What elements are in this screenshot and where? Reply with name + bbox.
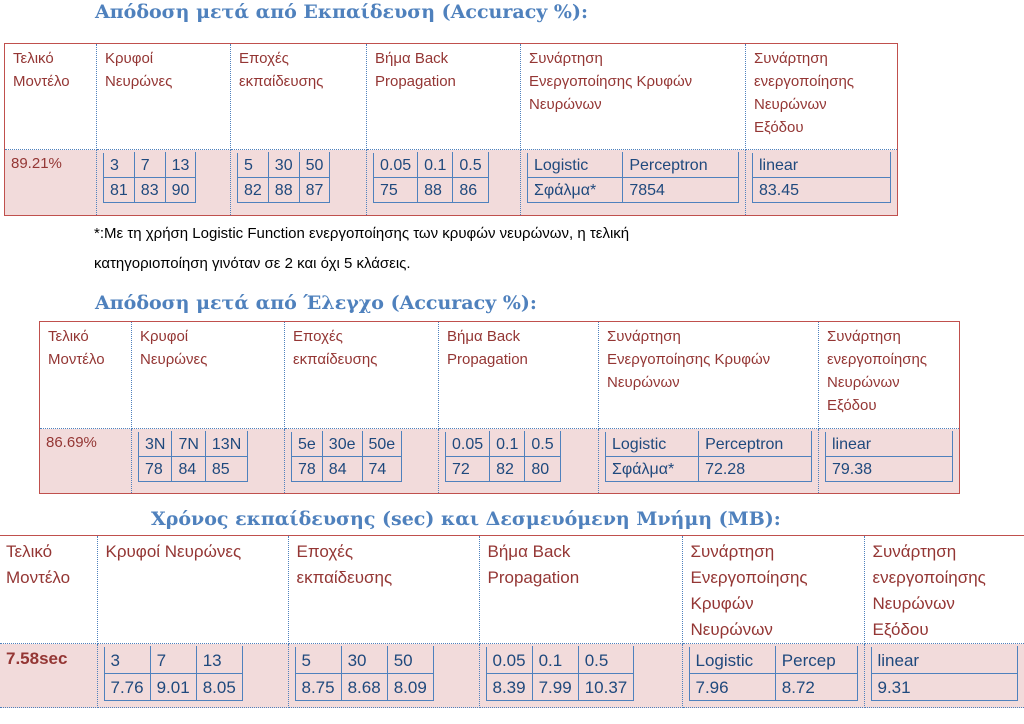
label-cell: 50 (387, 647, 433, 674)
value-cell: 9.31 (871, 674, 1018, 701)
header-row (0, 536, 1024, 644)
output-activation-subtable (825, 431, 953, 482)
value-cell: 7.96 (689, 674, 775, 701)
label-cell: 0.1 (490, 432, 525, 457)
label-cell: 30 (268, 153, 299, 178)
value-cell: 8.72 (775, 674, 857, 701)
hidden-neurons-header: Κρυφοί Νευρώνες (97, 44, 231, 150)
hidden-neurons-cell (97, 150, 231, 216)
header-row (40, 322, 960, 429)
footnote: *:Με τη χρήση Logistic Function ενεργοποίησης των κρυφών νευρώνων, η τελική κατηγοριοποίηση γινόταν σε 2 και όχι 5 κλάσεις. (94, 225, 630, 272)
label-cell: Perceptron (623, 153, 739, 178)
label-cell: 50 (299, 153, 330, 178)
hidden-neurons-subtable (104, 646, 243, 701)
label-cell: Perceptron (699, 432, 812, 457)
label-cell: 0.5 (578, 647, 634, 674)
value-cell: 79.38 (826, 457, 953, 482)
hidden-neurons-subtable (103, 152, 196, 203)
value-cell: 8.68 (341, 674, 387, 701)
label-cell: 3 (104, 153, 135, 178)
bp-step-header: Βήμα Back Propagation (479, 536, 682, 644)
label-cell: 30 (341, 647, 387, 674)
value-cell: 88 (418, 178, 453, 203)
time-memory-table (0, 535, 1024, 708)
value-cell: 8.05 (196, 674, 242, 701)
label-cell: 0.5 (453, 153, 488, 178)
hidden-activation-cell (599, 429, 819, 494)
epochs-subtable (237, 152, 330, 203)
values-row (5, 150, 898, 216)
value-cell: 75 (374, 178, 418, 203)
output-activation-subtable (752, 152, 891, 203)
label-cell: linear (753, 153, 891, 178)
epochs-subtable (291, 431, 402, 482)
hidden-activation-subtable (527, 152, 739, 203)
table2-title: Απόδοση μετά από Έλεγχο (Accuracy %): (95, 292, 537, 314)
value-cell: 72 (446, 457, 490, 482)
label-cell: 13 (165, 153, 196, 178)
value-cell: 90 (165, 178, 196, 203)
label-cell: 0.05 (446, 432, 490, 457)
label-cell: 13N (205, 432, 247, 457)
bp-step-subtable (373, 152, 489, 203)
value-cell: 7.99 (532, 674, 578, 701)
label-cell: 30e (322, 432, 362, 457)
bp-step-cell (439, 429, 599, 494)
label-cell: Logistic (528, 153, 623, 178)
label-cell: 7N (172, 432, 205, 457)
hidden-activation-cell (682, 644, 864, 708)
hidden-neurons-header: Κρυφοί Νευρώνες (132, 322, 285, 429)
label-cell: 3N (139, 432, 172, 457)
label-cell: 0.1 (418, 153, 453, 178)
label-cell: linear (871, 647, 1018, 674)
value-cell: 86 (453, 178, 488, 203)
value-cell: 83.45 (753, 178, 891, 203)
values-row (0, 644, 1024, 708)
output-activation-cell (819, 429, 960, 494)
epochs-header: Εποχές εκπαίδευσης (288, 536, 479, 644)
epochs-header: Εποχές εκπαίδευσης (231, 44, 367, 150)
hidden-neurons-cell (97, 644, 288, 708)
value-cell: 80 (525, 457, 560, 482)
table1-title: Απόδοση μετά από Εκπαίδευση (Accuracy %): (95, 1, 588, 23)
value-cell: 8.75 (295, 674, 341, 701)
epochs-cell (231, 150, 367, 216)
bp-step-subtable (445, 431, 561, 482)
final-model-accuracy: 86.69% (40, 429, 132, 494)
label-cell: 0.05 (374, 153, 418, 178)
value-cell: 82 (490, 457, 525, 482)
values-row (40, 429, 960, 494)
value-cell: 81 (104, 178, 135, 203)
hidden-activation-cell (521, 150, 746, 216)
value-cell: Σφάλμα* (606, 457, 699, 482)
final-model-header: Τελικό Μοντέλο (5, 44, 97, 150)
table3-title: Χρόνος εκπαίδευσης (sec) και Δεσμευόμενη Μνήμη (MB): (151, 508, 781, 530)
label-cell: 5 (238, 153, 269, 178)
label-cell: Logistic (606, 432, 699, 457)
final-model-header: Τελικό Μοντέλο (0, 536, 97, 644)
test-accuracy-table (39, 321, 960, 494)
value-cell: 85 (205, 457, 247, 482)
epochs-header: Εποχές εκπαίδευσης (285, 322, 439, 429)
label-cell: 7 (150, 647, 196, 674)
bp-step-header: Βήμα Back Propagation (367, 44, 521, 150)
output-activation-cell (746, 150, 898, 216)
output-activation-header: Συνάρτηση ενεργοποίησης Νευρώνων Εξόδου (819, 322, 960, 429)
value-cell: 88 (268, 178, 299, 203)
final-model-accuracy: 89.21% (5, 150, 97, 216)
label-cell: Percep (775, 647, 857, 674)
final-model-header: Τελικό Μοντέλο (40, 322, 132, 429)
value-cell: 7.76 (104, 674, 150, 701)
value-cell: 84 (172, 457, 205, 482)
value-cell: 74 (362, 457, 402, 482)
hidden-activation-header: Συνάρτηση Ενεργοποίησης Κρυφών Νευρώνων (521, 44, 746, 150)
label-cell: 3 (104, 647, 150, 674)
label-cell: 5e (292, 432, 323, 457)
value-cell: 82 (238, 178, 269, 203)
label-cell: Logistic (689, 647, 775, 674)
hidden-neurons-subtable (138, 431, 248, 482)
value-cell: 10.37 (578, 674, 634, 701)
hidden-neurons-header: Κρυφοί Νευρώνες (97, 536, 288, 644)
bp-step-cell (367, 150, 521, 216)
value-cell: 84 (322, 457, 362, 482)
hidden-activation-header: Συνάρτηση Ενεργοποίησης Κρυφών Νευρώνων (599, 322, 819, 429)
epochs-subtable (295, 646, 434, 701)
value-cell: 83 (134, 178, 165, 203)
final-model-time: 7.58sec (0, 644, 97, 708)
label-cell: linear (826, 432, 953, 457)
value-cell: 78 (292, 457, 323, 482)
bp-step-subtable (486, 646, 635, 701)
label-cell: 5 (295, 647, 341, 674)
training-accuracy-table (4, 43, 898, 216)
output-activation-header: Συνάρτηση ενεργοποίησης Νευρώνων Εξόδου (746, 44, 898, 150)
output-activation-cell (864, 644, 1024, 708)
epochs-cell (285, 429, 439, 494)
label-cell: 0.5 (525, 432, 560, 457)
bp-step-header: Βήμα Back Propagation (439, 322, 599, 429)
hidden-neurons-cell (132, 429, 285, 494)
label-cell: 0.05 (486, 647, 532, 674)
label-cell: 50e (362, 432, 402, 457)
epochs-cell (288, 644, 479, 708)
hidden-activation-subtable (689, 646, 858, 701)
value-cell: 8.09 (387, 674, 433, 701)
value-cell: Σφάλμα* (528, 178, 623, 203)
label-cell: 0.1 (532, 647, 578, 674)
hidden-activation-header: Συνάρτηση Ενεργοποίησης Κρυφών Νευρώνων (682, 536, 864, 644)
label-cell: 13 (196, 647, 242, 674)
value-cell: 9.01 (150, 674, 196, 701)
output-activation-header: Συνάρτηση ενεργοποίησης Νευρώνων Εξόδου (864, 536, 1024, 644)
header-row (5, 44, 898, 150)
bp-step-cell (479, 644, 682, 708)
value-cell: 87 (299, 178, 330, 203)
label-cell: 7 (134, 153, 165, 178)
value-cell: 7854 (623, 178, 739, 203)
hidden-activation-subtable (605, 431, 812, 482)
value-cell: 72.28 (699, 457, 812, 482)
value-cell: 78 (139, 457, 172, 482)
output-activation-subtable (871, 646, 1019, 701)
value-cell: 8.39 (486, 674, 532, 701)
